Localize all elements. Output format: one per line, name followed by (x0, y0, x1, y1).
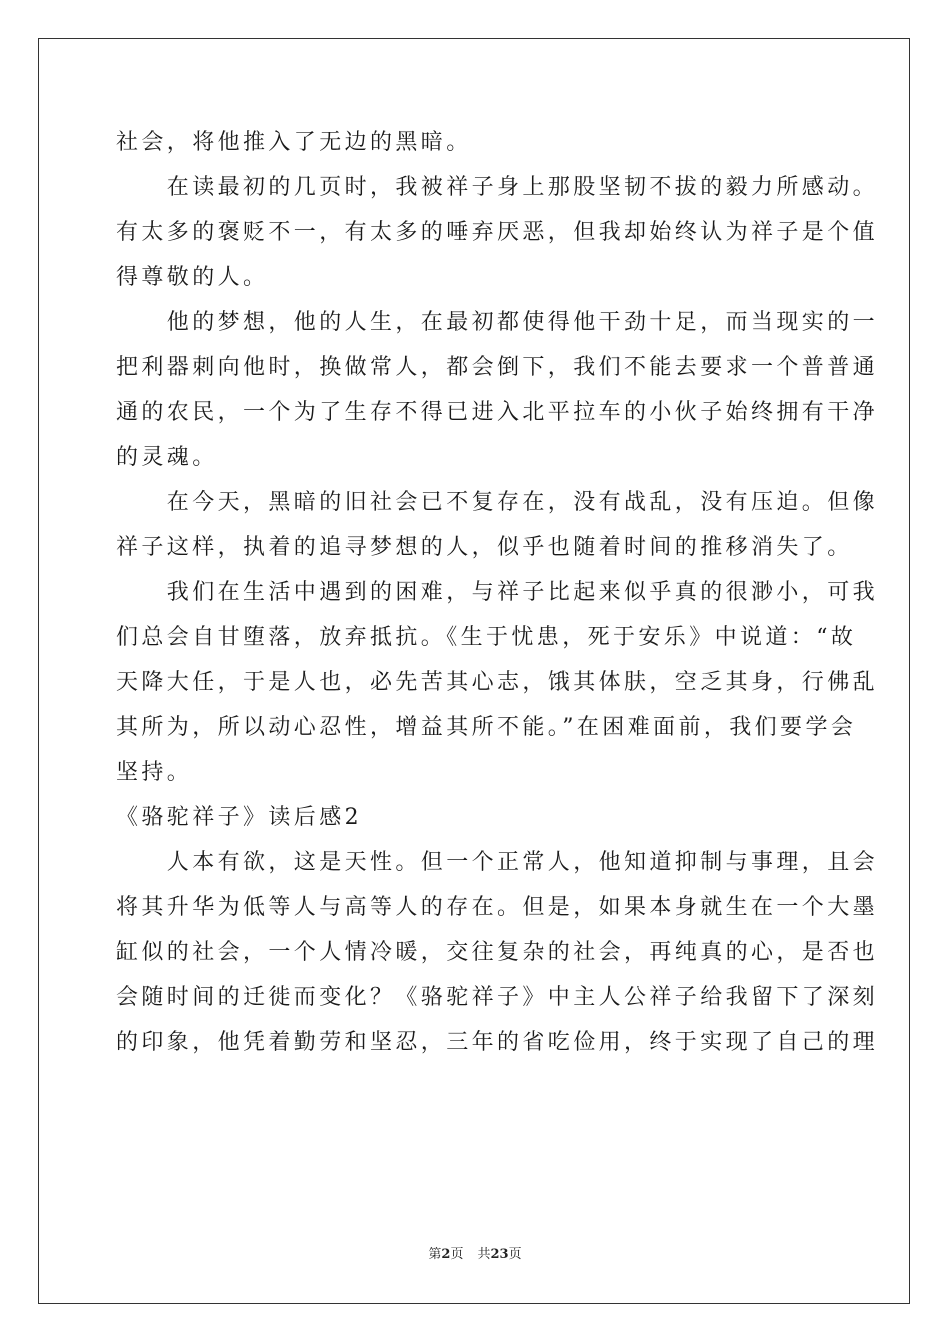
text-line: 有太多的褒贬不一，有太多的唾弃厌恶，但我却始终认为祥子是个值 (116, 220, 879, 245)
footer-total-prefix: 共 (477, 1247, 491, 1262)
text-line: 将其升华为低等人与高等人的存在。但是，如果本身就生在一个大墨 (116, 895, 879, 920)
text-line: 人本有欲，这是天性。但一个正常人，他知道抑制与事理，且会 (116, 850, 879, 875)
total-page-count: 23 (490, 1247, 509, 1262)
text-line: 坚持。 (116, 760, 193, 785)
footer-page-unit: 页 (450, 1247, 464, 1262)
text-line: 通的农民，一个为了生存不得已进入北平拉车的小伙子始终拥有干净 (116, 400, 879, 425)
text-line: 祥子这样，执着的追寻梦想的人，似乎也随着时间的推移消失了。 (116, 535, 853, 560)
footer-total-unit: 页 (508, 1247, 522, 1262)
footer-prefix: 第 (428, 1247, 442, 1262)
section-heading: 《骆驼祥子》读后感2 (116, 805, 362, 830)
text-line: 社会，将他推入了无边的黑暗。 (116, 130, 472, 155)
text-line: 得尊敬的人。 (116, 265, 269, 290)
text-line: 们总会自甘堕落，放弃抵抗。《生于忧患，死于安乐》中说道：“故 (116, 625, 857, 650)
text-line: 的灵魂。 (116, 445, 218, 470)
text-line: 我们在生活中遇到的困难，与祥子比起来似乎真的很渺小，可我 (116, 580, 879, 605)
text-line: 其所为，所以动心忍性，增益其所不能。”在困难面前，我们要学会 (116, 715, 857, 740)
text-line: 他的梦想，他的人生，在最初都使得他干劲十足，而当现实的一 (116, 310, 879, 335)
text-line: 在读最初的几页时，我被祥子身上那股坚韧不拔的毅力所感动。 (116, 175, 879, 200)
text-line: 会随时间的迁徙而变化？《骆驼祥子》中主人公祥子给我留下了深刻 (116, 985, 879, 1010)
text-line: 天降大任，于是人也，必先苦其心志，饿其体肤，空乏其身，行佛乱 (116, 670, 879, 695)
text-line: 在今天，黑暗的旧社会已不复存在，没有战乱，没有压迫。但像 (116, 490, 879, 515)
text-line: 把利器刺向他时，换做常人，都会倒下，我们不能去要求一个普普通 (116, 355, 879, 380)
page-footer (0, 1246, 950, 1264)
text-line: 缸似的社会，一个人情冷暖，交往复杂的社会，再纯真的心，是否也 (116, 940, 879, 965)
text-line: 的印象，他凭着勤劳和坚忍，三年的省吃俭用，终于实现了自己的理 (116, 1030, 879, 1055)
current-page-number: 2 (441, 1247, 451, 1262)
